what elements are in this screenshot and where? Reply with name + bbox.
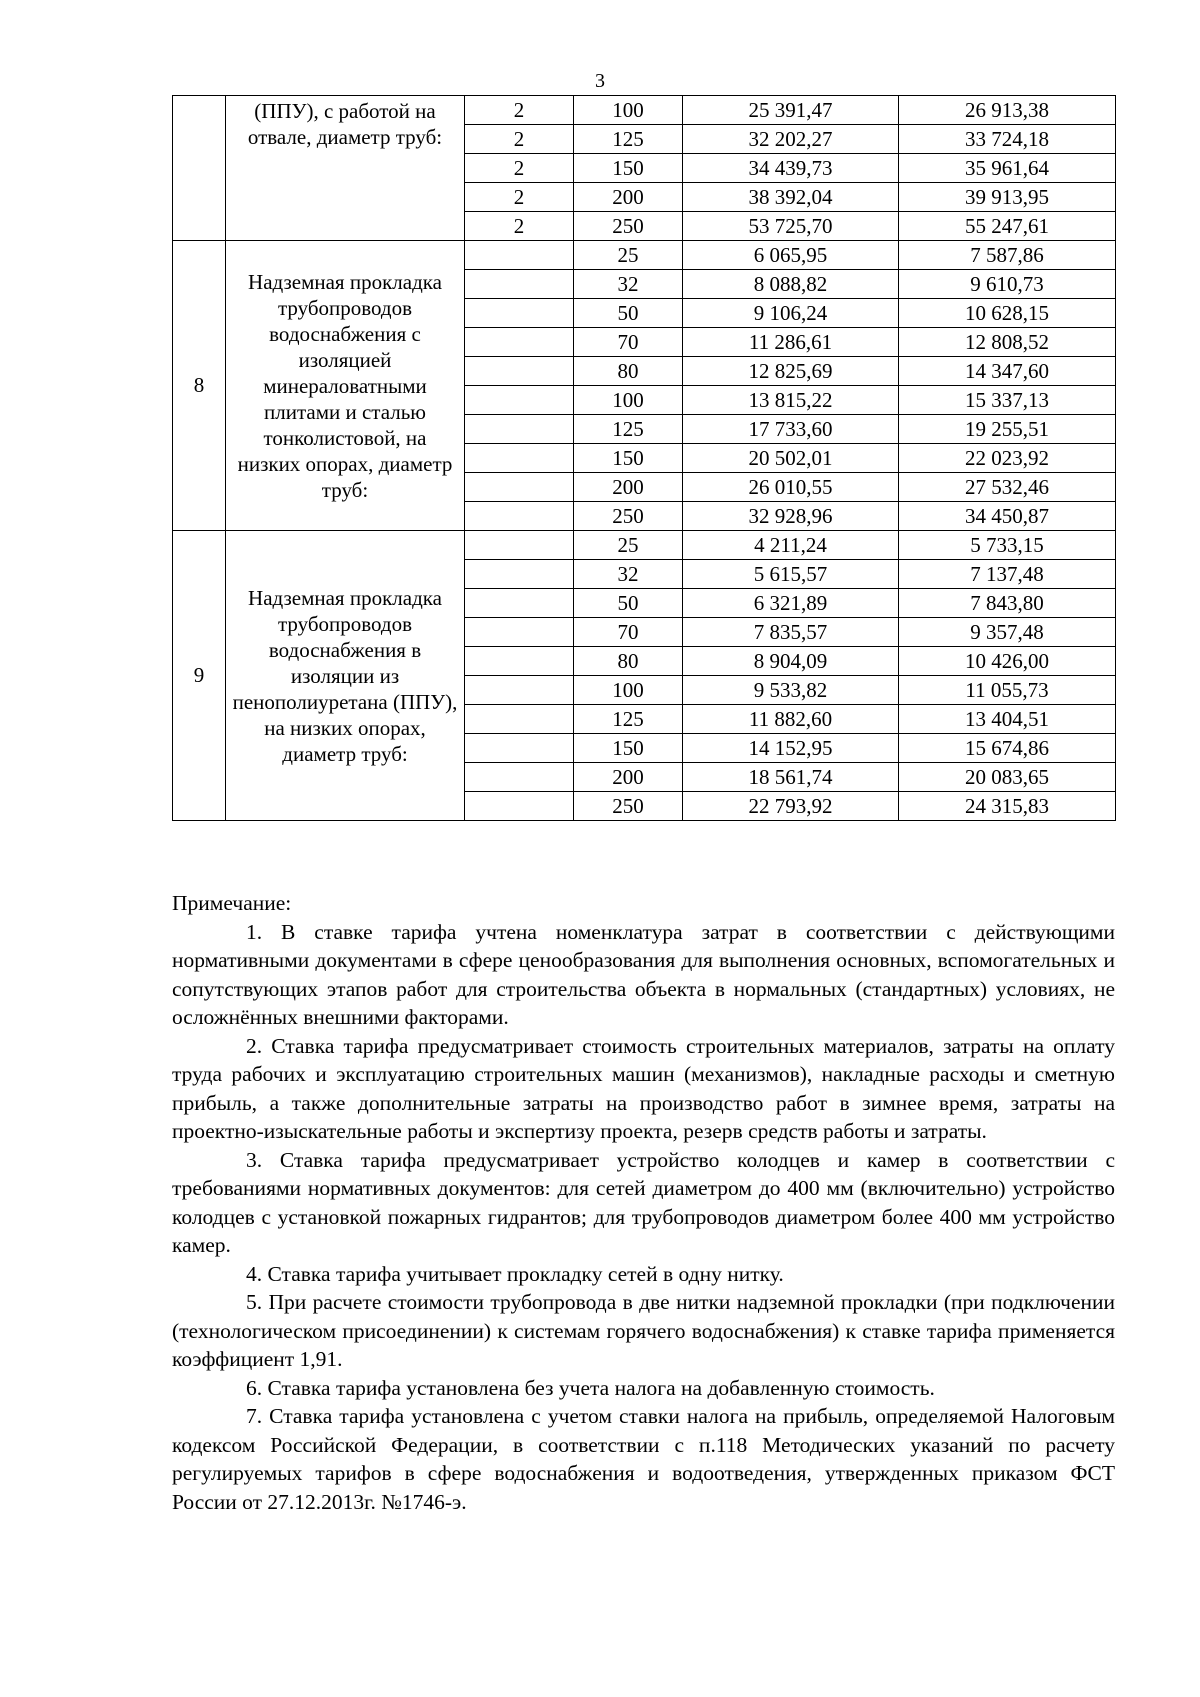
rate-value-cell: 53 725,70 (683, 212, 899, 241)
diameter-cell: 125 (574, 705, 683, 734)
diameter-cell: 70 (574, 618, 683, 647)
diameter-cell: 125 (574, 415, 683, 444)
threads-cell (465, 502, 574, 531)
threads-cell (465, 792, 574, 821)
rate-value-cell: 6 065,95 (683, 241, 899, 270)
note-item: 4. Ставка тарифа учитывает прокладку сетей в одну нитку. (246, 1261, 784, 1286)
note-item: 3. Ставка тарифа предусматривает устройство колодцев и камер в соответствии с требованиями нормативных документов: для сетей диаметром до 400 мм (включительно) устройство колодцев с установкой пожарных гидрантов; для трубопроводов диаметром более 400 мм устройство камер. (172, 1147, 1115, 1257)
threads-cell (465, 618, 574, 647)
threads-cell (465, 328, 574, 357)
diameter-cell: 125 (574, 125, 683, 154)
rate-value-total-cell: 19 255,51 (899, 415, 1116, 444)
tariff-table-body (173, 96, 1116, 821)
diameter-cell: 80 (574, 647, 683, 676)
rate-value-cell: 9 533,82 (683, 676, 899, 705)
rate-value-cell: 17 733,60 (683, 415, 899, 444)
diameter-cell: 200 (574, 763, 683, 792)
rate-value-total-cell: 27 532,46 (899, 473, 1116, 502)
tariff-table (172, 95, 1116, 821)
rate-value-cell: 12 825,69 (683, 357, 899, 386)
diameter-cell: 100 (574, 96, 683, 125)
rate-value-total-cell: 11 055,73 (899, 676, 1116, 705)
diameter-cell: 200 (574, 473, 683, 502)
rate-value-total-cell: 35 961,64 (899, 154, 1116, 183)
diameter-cell: 200 (574, 183, 683, 212)
note-item: 7. Ставка тарифа установлена с учетом ставки налога на прибыль, определяемой Налоговым кодексом Российской Федерации, в соответствии с п.118 Методических указаний по расчету регулируемых тарифов в сфере водоснабжения и водоотведения, утвержденных приказом ФСТ России от 27.12.2013г. №1746-э. (172, 1404, 1115, 1514)
rate-value-cell: 8 088,82 (683, 270, 899, 299)
threads-cell: 2 (465, 183, 574, 212)
rate-value-cell: 38 392,04 (683, 183, 899, 212)
rate-value-total-cell: 20 083,65 (899, 763, 1116, 792)
diameter-cell: 25 (574, 531, 683, 560)
rate-value-total-cell: 15 674,86 (899, 734, 1116, 763)
rate-value-cell: 26 010,55 (683, 473, 899, 502)
rate-value-total-cell: 13 404,51 (899, 705, 1116, 734)
threads-cell (465, 473, 574, 502)
note-item: 5. При расчете стоимости трубопровода в две нитки надземной прокладки (при подключении (технологическом присоединении) к системам горячего водоснабжения) к ставке тарифа применяется коэффициент 1,91. (172, 1290, 1115, 1371)
threads-cell: 2 (465, 154, 574, 183)
diameter-cell: 80 (574, 357, 683, 386)
rate-value-total-cell: 5 733,15 (899, 531, 1116, 560)
notes-heading: Примечание: (172, 891, 292, 915)
threads-cell (465, 647, 574, 676)
table-row (173, 96, 1116, 125)
rate-value-total-cell: 24 315,83 (899, 792, 1116, 821)
table-row (173, 241, 1116, 270)
threads-cell: 2 (465, 96, 574, 125)
threads-cell (465, 676, 574, 705)
rate-value-cell: 6 321,89 (683, 589, 899, 618)
threads-cell (465, 241, 574, 270)
rate-value-cell: 32 202,27 (683, 125, 899, 154)
diameter-cell: 50 (574, 299, 683, 328)
rate-value-cell: 22 793,92 (683, 792, 899, 821)
rate-value-total-cell: 7 843,80 (899, 589, 1116, 618)
note-item: 1. В ставке тарифа учтена номенклатура затрат в соответствии с действующими нормативными документами в сфере ценообразования для выполнения основных, вспомогательных и сопутствующих этапов работ для строительства объекта в нормальных (стандартных) условиях, не осложнённых внешними факторами. (172, 919, 1115, 1029)
diameter-cell: 250 (574, 502, 683, 531)
rate-value-total-cell: 34 450,87 (899, 502, 1116, 531)
diameter-cell: 150 (574, 154, 683, 183)
rate-value-cell: 11 882,60 (683, 705, 899, 734)
group-description-cell: Надземная прокладка трубопроводов водоснабжения в изоляции из пенополиуретана (ППУ), на низких опорах, диаметр труб: (226, 531, 465, 821)
rate-value-cell: 9 106,24 (683, 299, 899, 328)
rate-value-total-cell: 55 247,61 (899, 212, 1116, 241)
rate-value-total-cell: 15 337,13 (899, 386, 1116, 415)
threads-cell (465, 415, 574, 444)
threads-cell: 2 (465, 212, 574, 241)
group-number-cell: 9 (173, 531, 226, 821)
rate-value-total-cell: 9 357,48 (899, 618, 1116, 647)
diameter-cell: 150 (574, 444, 683, 473)
rate-value-total-cell: 7 587,86 (899, 241, 1116, 270)
threads-cell (465, 386, 574, 415)
diameter-cell: 100 (574, 676, 683, 705)
threads-cell (465, 357, 574, 386)
rate-value-cell: 20 502,01 (683, 444, 899, 473)
threads-cell (465, 531, 574, 560)
rate-value-total-cell: 26 913,38 (899, 96, 1116, 125)
notes-section (172, 889, 1115, 1516)
diameter-cell: 25 (574, 241, 683, 270)
diameter-cell: 250 (574, 212, 683, 241)
threads-cell: 2 (465, 125, 574, 154)
rate-value-cell: 14 152,95 (683, 734, 899, 763)
rate-value-cell: 18 561,74 (683, 763, 899, 792)
rate-value-cell: 32 928,96 (683, 502, 899, 531)
rate-value-total-cell: 10 628,15 (899, 299, 1116, 328)
threads-cell (465, 299, 574, 328)
rate-value-cell: 5 615,57 (683, 560, 899, 589)
rate-value-cell: 13 815,22 (683, 386, 899, 415)
diameter-cell: 70 (574, 328, 683, 357)
group-number-cell: 8 (173, 241, 226, 531)
rate-value-cell: 25 391,47 (683, 96, 899, 125)
rate-value-total-cell: 10 426,00 (899, 647, 1116, 676)
note-item: 6. Ставка тарифа установлена без учета налога на добавленную стоимость. (246, 1375, 935, 1400)
threads-cell (465, 444, 574, 473)
rate-value-cell: 34 439,73 (683, 154, 899, 183)
diameter-cell: 50 (574, 589, 683, 618)
group-number-cell (173, 96, 226, 241)
rate-value-total-cell: 33 724,18 (899, 125, 1116, 154)
rate-value-cell: 8 904,09 (683, 647, 899, 676)
group-description-cell: (ППУ), с работой на отвале, диаметр труб: (226, 96, 465, 241)
rate-value-total-cell: 9 610,73 (899, 270, 1116, 299)
rate-value-cell: 7 835,57 (683, 618, 899, 647)
group-description-cell: Надземная прокладка трубопроводов водоснабжения с изоляцией минераловатными плитами и сталью тонколистовой, на низких опорах, диаметр труб: (226, 241, 465, 531)
rate-value-total-cell: 12 808,52 (899, 328, 1116, 357)
table-row (173, 531, 1116, 560)
rate-value-total-cell: 7 137,48 (899, 560, 1116, 589)
threads-cell (465, 763, 574, 792)
threads-cell (465, 705, 574, 734)
note-item: 2. Ставка тарифа предусматривает стоимость строительных материалов, затраты на оплату труда рабочих и эксплуатацию строительных машин (механизмов), накладные расходы и сметную прибыль, а также дополнительные затраты на производство работ в зимнее время, затраты на проектно-изыскательные работы и экспертизу проекта, резерв средств работы и затраты. (172, 1033, 1115, 1143)
threads-cell (465, 270, 574, 299)
diameter-cell: 32 (574, 270, 683, 299)
rate-value-total-cell: 39 913,95 (899, 183, 1116, 212)
notes-list (172, 918, 1115, 1517)
rate-value-total-cell: 22 023,92 (899, 444, 1116, 473)
diameter-cell: 32 (574, 560, 683, 589)
threads-cell (465, 589, 574, 618)
diameter-cell: 250 (574, 792, 683, 821)
diameter-cell: 100 (574, 386, 683, 415)
page-number: 3 (595, 70, 605, 92)
threads-cell (465, 560, 574, 589)
rate-value-cell: 11 286,61 (683, 328, 899, 357)
rate-value-total-cell: 14 347,60 (899, 357, 1116, 386)
diameter-cell: 150 (574, 734, 683, 763)
threads-cell (465, 734, 574, 763)
rate-value-cell: 4 211,24 (683, 531, 899, 560)
